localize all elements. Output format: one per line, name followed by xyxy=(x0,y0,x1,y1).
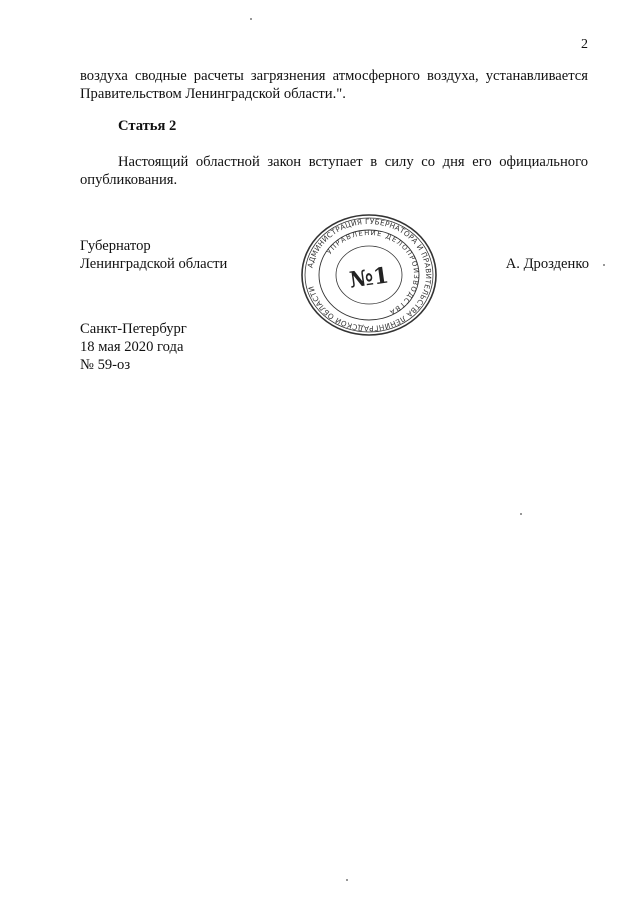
paragraph-continuation-line2: Правительством Ленинградской области.". xyxy=(80,86,346,102)
paragraph-continuation xyxy=(80,67,588,103)
scan-speck xyxy=(520,513,522,515)
governor-title-line1: Губернатор xyxy=(80,238,151,254)
article-text-line1: Настоящий областной закон вступает в силу со дня его официального xyxy=(118,154,588,170)
signatory-name: А. Дрозденко xyxy=(505,256,589,272)
article-text-line2: опубликования. xyxy=(80,172,178,188)
official-stamp xyxy=(300,213,438,337)
page-number: 2 xyxy=(581,37,588,52)
place-date-block xyxy=(80,320,187,374)
paragraph-continuation-line1: воздуха сводные расчеты загрязнения атмосферного воздуха, устанавливается xyxy=(80,68,588,84)
scan-speck xyxy=(603,264,605,266)
stamp-center-number: №1 xyxy=(347,262,391,294)
article-text xyxy=(80,153,588,189)
governor-title xyxy=(80,237,227,273)
signing-city: Санкт-Петербург xyxy=(80,321,187,337)
scan-speck xyxy=(250,18,252,20)
signing-date: 18 мая 2020 года xyxy=(80,339,184,355)
governor-title-line2: Ленинградской области xyxy=(80,256,228,272)
article-heading: Статья 2 xyxy=(118,118,177,134)
stamp-outer-text: АДМИНИСТРАЦИЯ ГУБЕРНАТОРА И ПРАВИТЕЛЬСТВА ЛЕНИНГРАДСКОЙ ОБЛАСТИ xyxy=(305,216,434,334)
stamp-inner-text: УПРАВЛЕНИЕ ДЕЛОПРОИЗВОДСТВА xyxy=(325,228,421,317)
scan-speck xyxy=(346,879,348,881)
law-number: № 59-оз xyxy=(80,357,131,373)
